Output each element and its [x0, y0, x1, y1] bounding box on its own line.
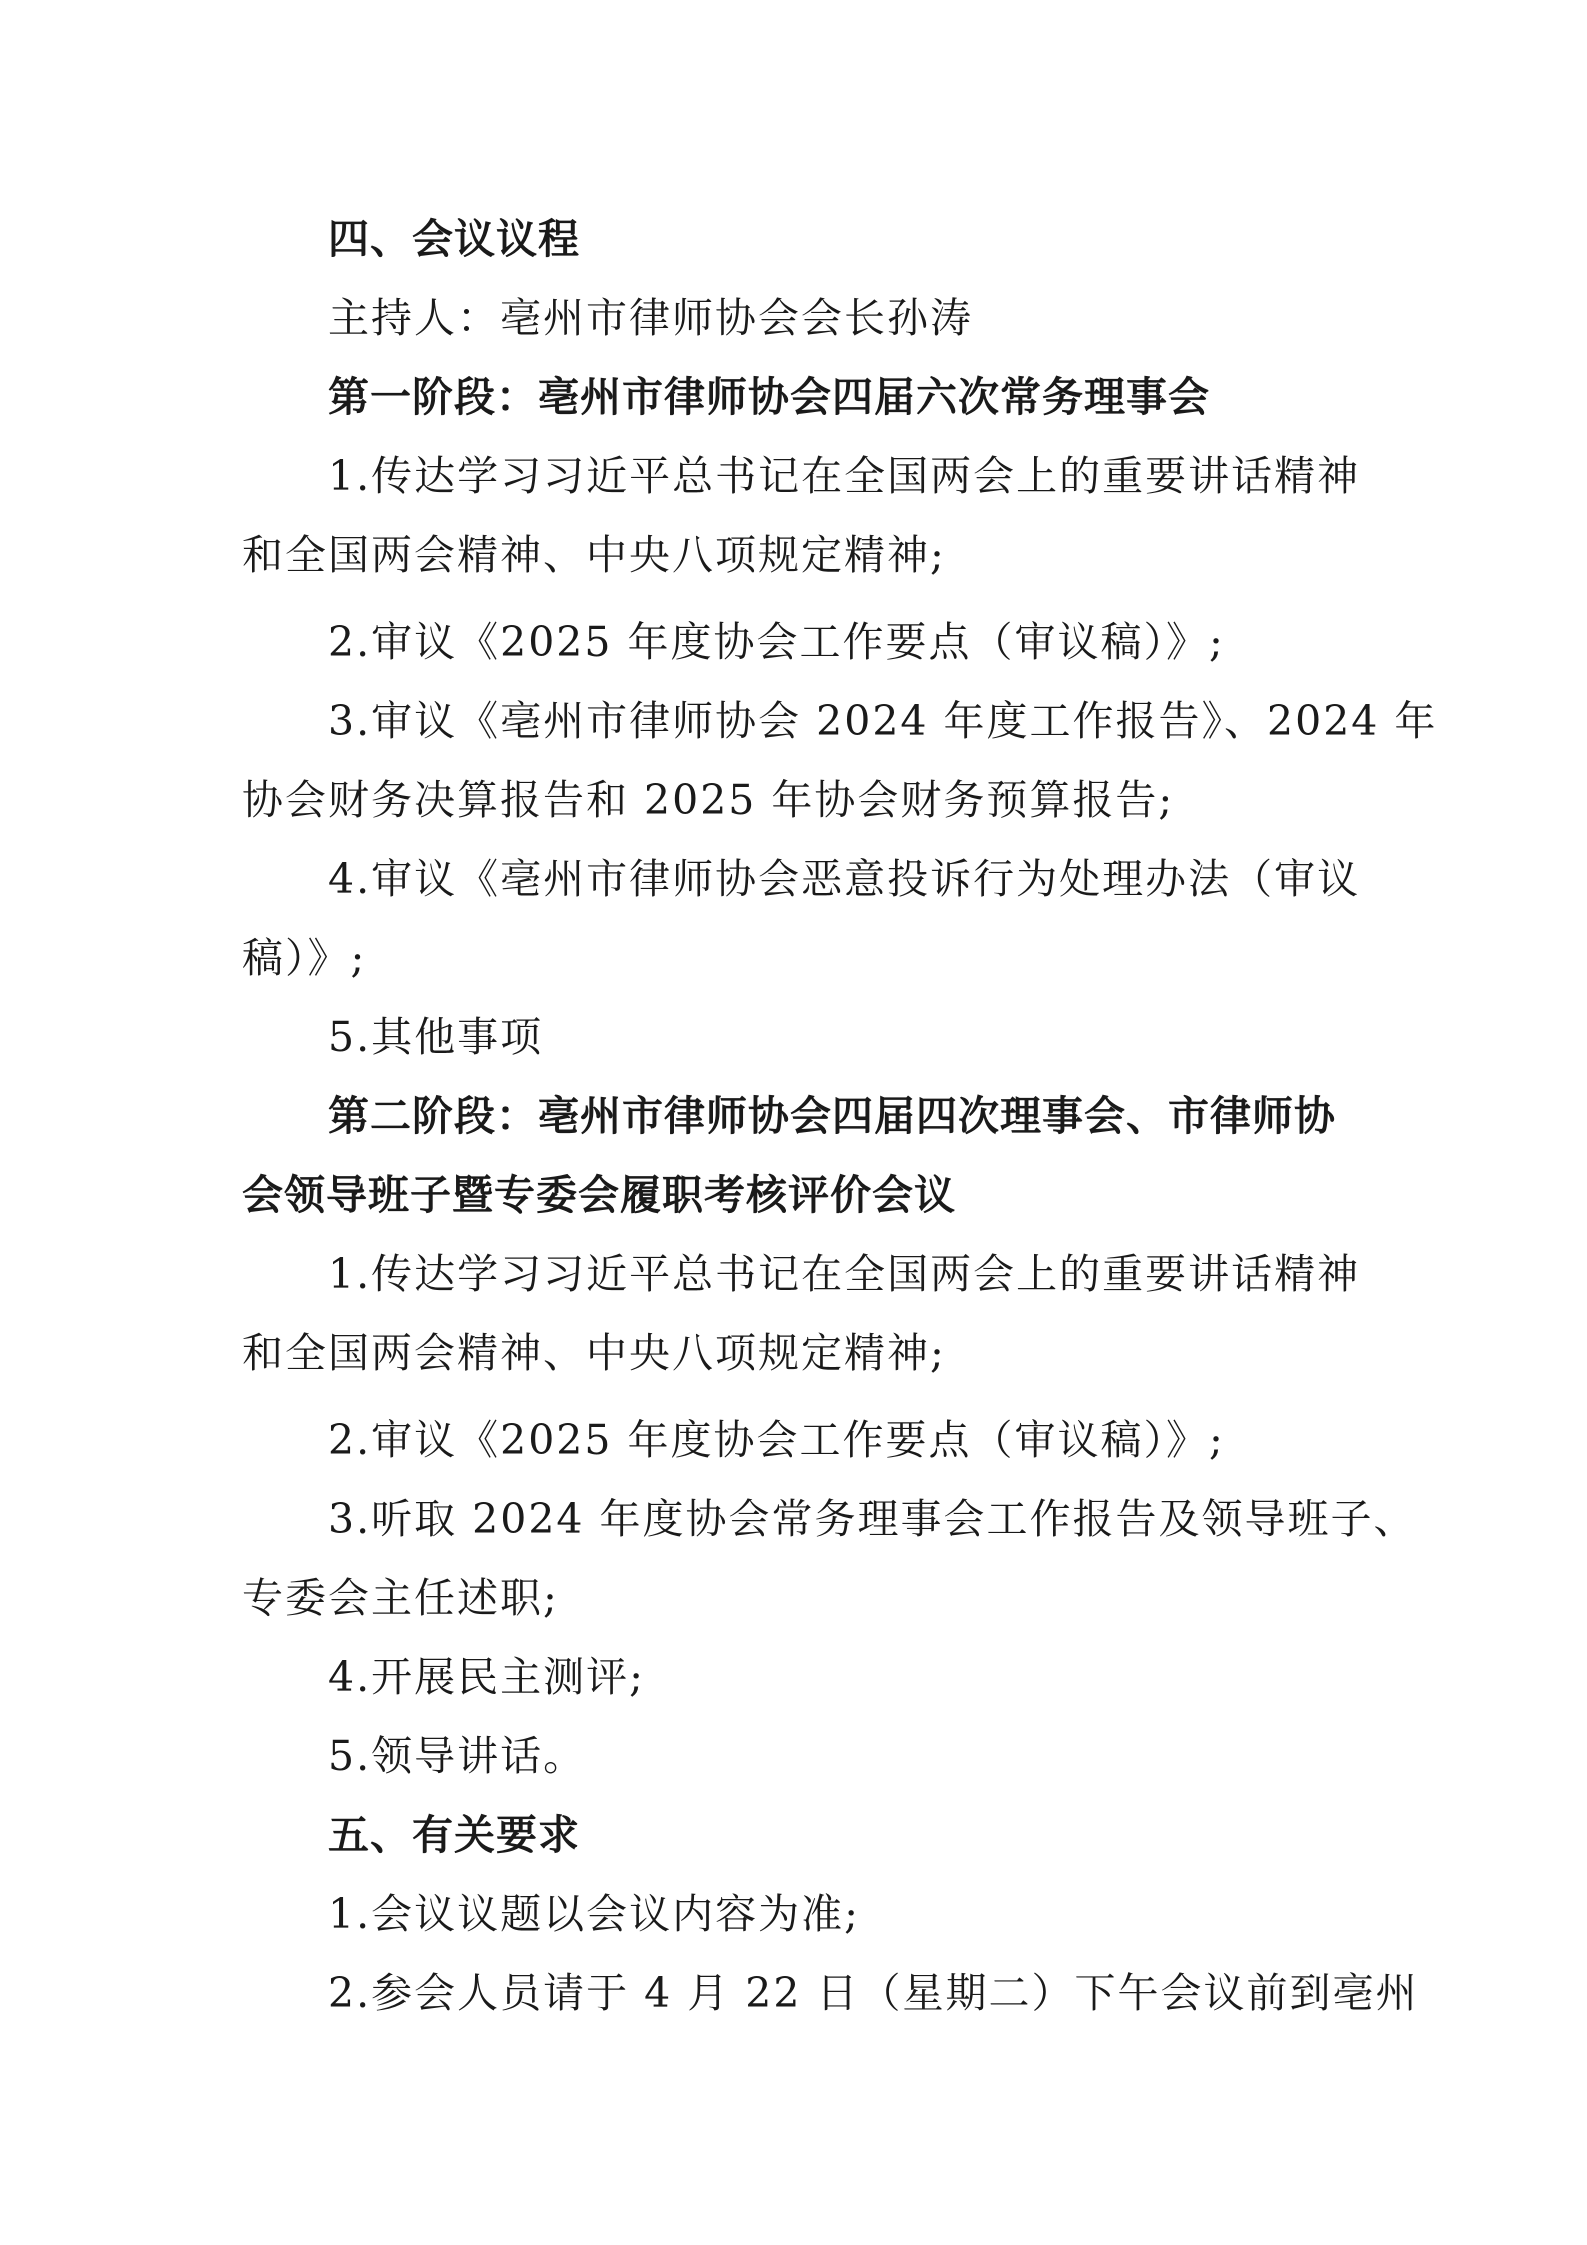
stage-1-title: 第一阶段：亳州市律师协会四届六次常务理事会: [328, 373, 1210, 421]
document-body: [242, 200, 1438, 2033]
stage-1-item-1-line-2: 和全国两会精神、中央八项规定精神;: [242, 531, 946, 579]
section-4-heading: 四、会议议程: [328, 215, 580, 263]
stage-2-item-1-line-1: 1.传达学习习近平总书记在全国两会上的重要讲话精神: [328, 1250, 1361, 1298]
stage-2-item-1-line-2: 和全国两会精神、中央八项规定精神;: [242, 1329, 946, 1377]
stage-2-title-line-2: 会领导班子暨专委会履职考核评价会议: [242, 1171, 956, 1219]
stage-2-item-3-line-1: 3.听取 2024 年度协会常务理事会工作报告及领导班子、: [328, 1495, 1417, 1543]
stage-2-title-line-1: 第二阶段：亳州市律师协会四届四次理事会、市律师协: [328, 1092, 1336, 1140]
requirement-item-1: 1.会议议题以会议内容为准;: [328, 1890, 860, 1938]
stage-2-item-3-line-2: 专委会主任述职;: [242, 1574, 559, 1622]
stage-1-item-2: 2.审议《2025 年度协会工作要点（审议稿）》;: [328, 618, 1225, 666]
stage-1-item-1-line-1: 1.传达学习习近平总书记在全国两会上的重要讲话精神: [328, 452, 1361, 500]
host-line: 主持人：亳州市律师协会会长孙涛: [328, 294, 973, 342]
stage-1-item-3-line-2: 协会财务决算报告和 2025 年协会财务预算报告;: [242, 776, 1175, 824]
stage-2-item-2: 2.审议《2025 年度协会工作要点（审议稿）》;: [328, 1416, 1225, 1464]
stage-1-item-3-line-1: 3.审议《亳州市律师协会 2024 年度工作报告》、2024 年: [328, 697, 1438, 745]
stage-1-item-4-line-2: 稿）》;: [242, 934, 367, 982]
section-5-heading: 五、有关要求: [328, 1811, 580, 1859]
stage-2-item-5: 5.领导讲话。: [328, 1732, 587, 1780]
stage-1-item-4-line-1: 4.审议《亳州市律师协会恶意投诉行为处理办法（审议: [328, 855, 1361, 903]
requirement-item-2-line-1: 2.参会人员请于 4 月 22 日（星期二）下午会议前到亳州: [328, 1969, 1419, 2017]
stage-1-item-5: 5.其他事项: [328, 1013, 544, 1061]
stage-2-item-4: 4.开展民主测评;: [328, 1653, 645, 1701]
